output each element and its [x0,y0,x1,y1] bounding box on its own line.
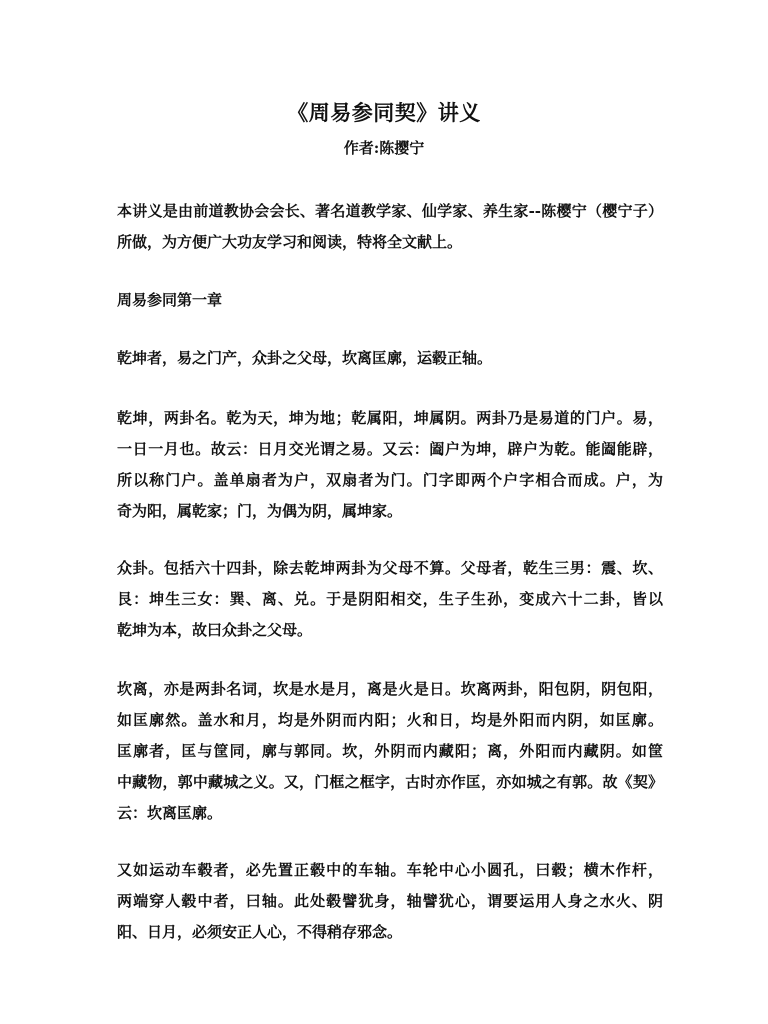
text-line: 周易参同第一章 [117,291,223,309]
document-title: 《周易参同契》讲义 [287,100,481,125]
text-line: 乾坤者，易之门产，众卦之父母，坎离匡廓，运毂正轴。 [117,349,493,367]
text-line: 又如运动车毂者，必先置正毂中的车轴。车轮中心小圆孔，曰毂；横木作杆， [117,861,663,879]
document-author: 作者:陈撄宁 [343,139,425,157]
commentary-paragraph-yungu [117,855,663,948]
text-line: 众卦。包括六十四卦，除去乾坤两卦为父母不算。父母者，乾生三男：震、坎、 [117,559,663,577]
text-line: 本讲义是由前道教协会会长、著名道教学家、仙学家、养生家--陈樱宁（樱宁子） [117,202,663,220]
text-line: 云：坎离匡廓。 [117,804,223,822]
text-line: 所以称门户。盖单扇者为户，双扇者为门。门字即两个户字相合而成。户，为 [117,471,663,489]
text-line: 所做，为方便广大功友学习和阅读，特将全文献上。 [117,233,463,251]
commentary-paragraph-zhonggua [117,553,663,646]
text-line: 阳、日月，必须安正人心，不得稍存邪念。 [117,923,403,941]
text-line: 中藏物，郭中藏城之义。又，门框之框字，古时亦作匡，亦如城之有郭。故《契》 [117,773,663,791]
text-line: 坎离，亦是两卦名词，坎是水是月，离是火是日。坎离两卦，阳包阴，阴包阳， [117,680,663,698]
text-line: 一日一月也。故云：日月交光谓之易。又云：阖户为坤，辟户为乾。能阖能辟， [117,440,663,458]
text-line: 乾坤，两卦名。乾为天，坤为地；乾属阳，坤属阴。两卦乃是易道的门户。易， [117,409,663,427]
text-line: 两端穿人毂中者，曰轴。此处毂譬犹身，轴譬犹心，谓要运用人身之水火、阴 [117,892,663,910]
intro-paragraph [117,196,663,258]
text-line: 匡廓者，匡与筐同，廓与郭同。坎，外阴而内藏阳；离，外阳而内藏阴。如筐 [117,742,663,760]
text-line: 艮：坤生三女：巽、离、兑。于是阴阳相交，生子生孙，变成六十二卦，皆以 [117,590,663,608]
commentary-paragraph-qiankun [117,403,663,527]
text-line: 乾坤为本，故曰众卦之父母。 [117,621,313,639]
text-line: 如匡廓然。盖水和月，均是外阴而内阳；火和日，均是外阳而内阴，如匡廓。 [117,711,663,729]
chapter-heading [117,285,663,316]
text-line: 奇为阳，属乾家；门，为偶为阴，属坤家。 [117,502,403,520]
verse-paragraph [117,343,663,374]
commentary-paragraph-kanli [117,674,663,829]
